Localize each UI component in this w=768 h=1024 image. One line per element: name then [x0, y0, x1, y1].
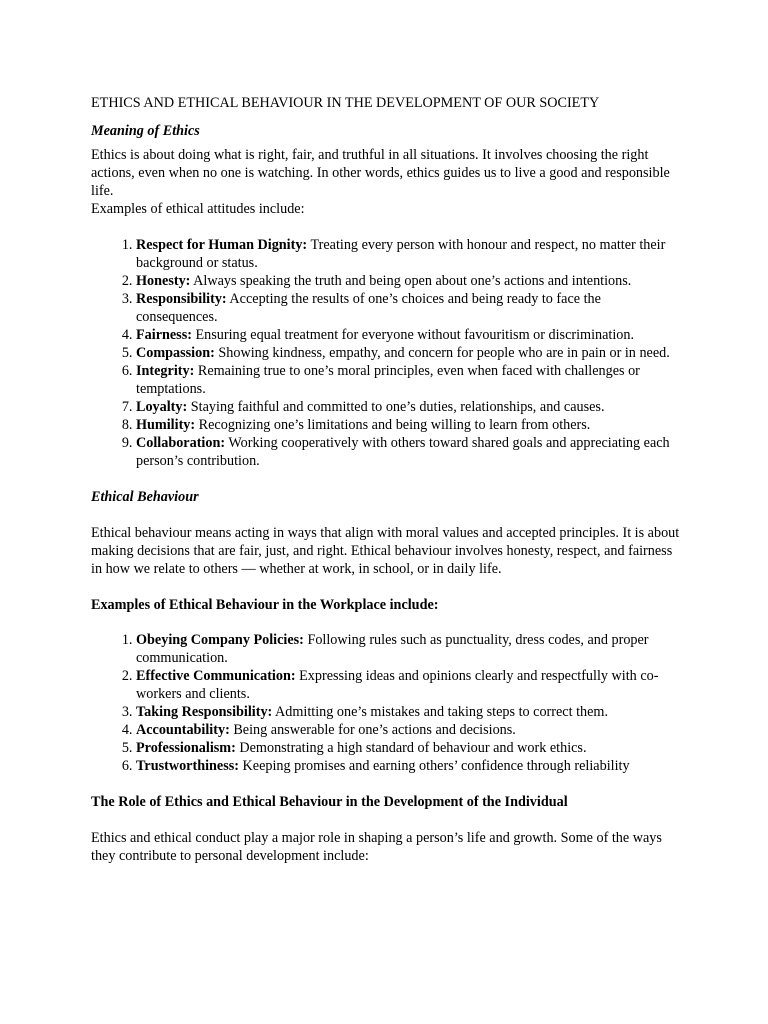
heading-role-of-ethics: The Role of Ethics and Ethical Behaviour in the Development of the Individual	[91, 794, 568, 810]
paragraph-meaning-of-ethics: Ethics is about doing what is right, fair, and truthful in all situations. It involves choosing the right actions, even when no one is watching. In other words, ethics guides us to live a good and responsible life.	[91, 147, 670, 199]
list-item-term: Compassion:	[136, 345, 215, 361]
list-item-term: Collaboration:	[136, 435, 226, 451]
list-ethical-attitudes	[91, 236, 683, 470]
list-item-term: Fairness:	[136, 327, 192, 343]
list-item-text: Remaining true to one’s moral principles, even when faced with challenges or temptations.	[136, 363, 640, 397]
list-item-text: Recognizing one’s limitations and being willing to learn from others.	[195, 417, 591, 433]
list-item-term: Loyalty:	[136, 399, 188, 415]
spacer	[91, 811, 683, 829]
list-item	[136, 272, 683, 290]
list-item	[136, 631, 683, 667]
paragraph-ethical-behaviour: Ethical behaviour means acting in ways that align with moral values and accepted principles. It is about making decisions that are fair, just, and right. Ethical behaviour involves honesty, respect, and fairness in how we relate to others — whether at work, in school, or in daily life.	[91, 525, 680, 577]
spacer	[91, 775, 683, 793]
heading-meaning-of-ethics: Meaning of Ethics	[91, 123, 200, 139]
list-item	[136, 362, 683, 398]
list-item	[136, 290, 683, 326]
list-item	[136, 434, 683, 470]
list-item	[136, 667, 683, 703]
list-item	[136, 344, 683, 362]
list-item	[136, 757, 683, 775]
spacer	[91, 614, 683, 631]
list-item	[136, 236, 683, 272]
spacer	[91, 506, 683, 524]
list-item-term: Obeying Company Policies:	[136, 632, 304, 648]
list-item	[136, 721, 683, 739]
list-item-text: Working cooperatively with others toward shared goals and appreciating each person’s contribution.	[136, 435, 670, 469]
list-item-term: Effective Communication:	[136, 668, 296, 684]
list-item-text: Demonstrating a high standard of behaviour and work ethics.	[235, 740, 587, 756]
list-item-term: Honesty:	[136, 273, 191, 289]
list-item	[136, 703, 683, 721]
list-item-text: Showing kindness, empathy, and concern for people who are in pain or in need.	[214, 345, 670, 361]
list-item-text: Expressing ideas and opinions clearly and respectfully with co-workers and clients.	[136, 668, 659, 702]
spacer	[91, 470, 683, 488]
list-item-text: Keeping promises and earning others’ confidence through reliability	[239, 758, 630, 774]
list-item-text: Following rules such as punctuality, dress codes, and proper communication.	[136, 632, 649, 666]
list-item-text: Treating every person with honour and respect, no matter their background or status.	[136, 237, 666, 271]
list-item	[136, 416, 683, 434]
paragraph-examples-intro: Examples of ethical attitudes include:	[91, 201, 305, 217]
list-item-term: Accountability:	[136, 722, 230, 738]
list-item-text: Ensuring equal treatment for everyone without favouritism or discrimination.	[191, 327, 635, 343]
list-item-text: Always speaking the truth and being open about one’s actions and intentions.	[190, 273, 632, 289]
list-item	[136, 739, 683, 757]
list-workplace-behaviour	[91, 631, 683, 775]
list-item-term: Trustworthiness:	[136, 758, 239, 774]
list-item-term: Professionalism:	[136, 740, 236, 756]
list-item-term: Taking Responsibility:	[136, 704, 273, 720]
list-item-text: Being answerable for one’s actions and decisions.	[229, 722, 516, 738]
list-item-term: Humility:	[136, 417, 196, 433]
list-item-term: Respect for Human Dignity:	[136, 237, 308, 253]
list-item-term: Integrity:	[136, 363, 195, 379]
document-body	[91, 94, 683, 865]
list-item-term: Responsibility:	[136, 291, 227, 307]
list-item-text: Accepting the results of one’s choices and being ready to face the consequences.	[136, 291, 601, 325]
heading-ethical-behaviour: Ethical Behaviour	[91, 489, 199, 505]
spacer	[91, 218, 683, 236]
heading-workplace-examples: Examples of Ethical Behaviour in the Workplace include:	[91, 597, 439, 613]
list-item	[136, 326, 683, 344]
spacer	[91, 578, 683, 596]
list-item-text: Admitting one’s mistakes and taking steps to correct them.	[272, 704, 608, 720]
list-item	[136, 398, 683, 416]
paragraph-role-of-ethics: Ethics and ethical conduct play a major role in shaping a person’s life and growth. Some of the ways they contribute to personal development include:	[91, 830, 662, 864]
document-title: ETHICS AND ETHICAL BEHAVIOUR IN THE DEVELOPMENT OF OUR SOCIETY	[91, 95, 600, 111]
list-item-text: Staying faithful and committed to one’s duties, relationships, and causes.	[187, 399, 605, 415]
